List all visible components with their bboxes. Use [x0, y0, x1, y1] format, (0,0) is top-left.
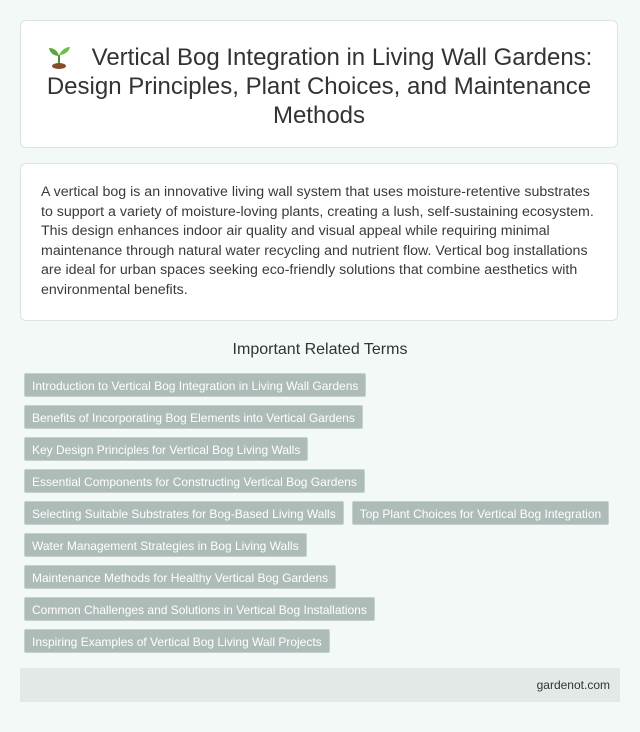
- related-term-tag[interactable]: Maintenance Methods for Healthy Vertical Bog Gardens: [24, 565, 336, 589]
- footer-site-name: gardenot.com: [536, 678, 610, 692]
- seedling-icon: [46, 43, 72, 69]
- page-title-text: Vertical Bog Integration in Living Wall Gardens: Design Principles, Plant Choices, and Maintenance Methods: [46, 44, 593, 129]
- related-term-tag[interactable]: Key Design Principles for Vertical Bog Living Walls: [24, 437, 308, 461]
- related-term-tag[interactable]: Water Management Strategies in Bog Living Walls: [24, 533, 307, 557]
- related-term-tag[interactable]: Benefits of Incorporating Bog Elements into Vertical Gardens: [24, 405, 363, 429]
- summary-text: A vertical bog is an innovative living wall system that uses moisture-retentive substrates to support a variety of moisture-loving plants, creating a lush, self-sustaining ecosystem. This design enhances indoor air quality and visual appeal while requiring minimal maintenance through natural water recycling and nutrient flow. Vertical bog installations are ideal for urban spaces seeking eco-friendly solutions that combine aesthetics with environmental benefits.: [41, 184, 594, 298]
- summary-card: [20, 163, 618, 321]
- footer: [20, 668, 620, 702]
- related-term-tag[interactable]: Inspiring Examples of Vertical Bog Living Wall Projects: [24, 629, 330, 653]
- page-title: [45, 43, 593, 130]
- related-term-tag[interactable]: Selecting Suitable Substrates for Bog-Based Living Walls: [24, 501, 344, 525]
- title-card: [20, 20, 618, 148]
- related-term-tag[interactable]: Common Challenges and Solutions in Vertical Bog Installations: [24, 597, 375, 621]
- related-term-tag[interactable]: Essential Components for Constructing Vertical Bog Gardens: [24, 469, 365, 493]
- related-terms-list: [24, 373, 624, 653]
- related-terms-heading: Important Related Terms: [232, 341, 408, 358]
- related-term-tag[interactable]: Introduction to Vertical Bog Integration in Living Wall Gardens: [24, 373, 366, 397]
- related-term-tag[interactable]: Top Plant Choices for Vertical Bog Integration: [352, 501, 609, 525]
